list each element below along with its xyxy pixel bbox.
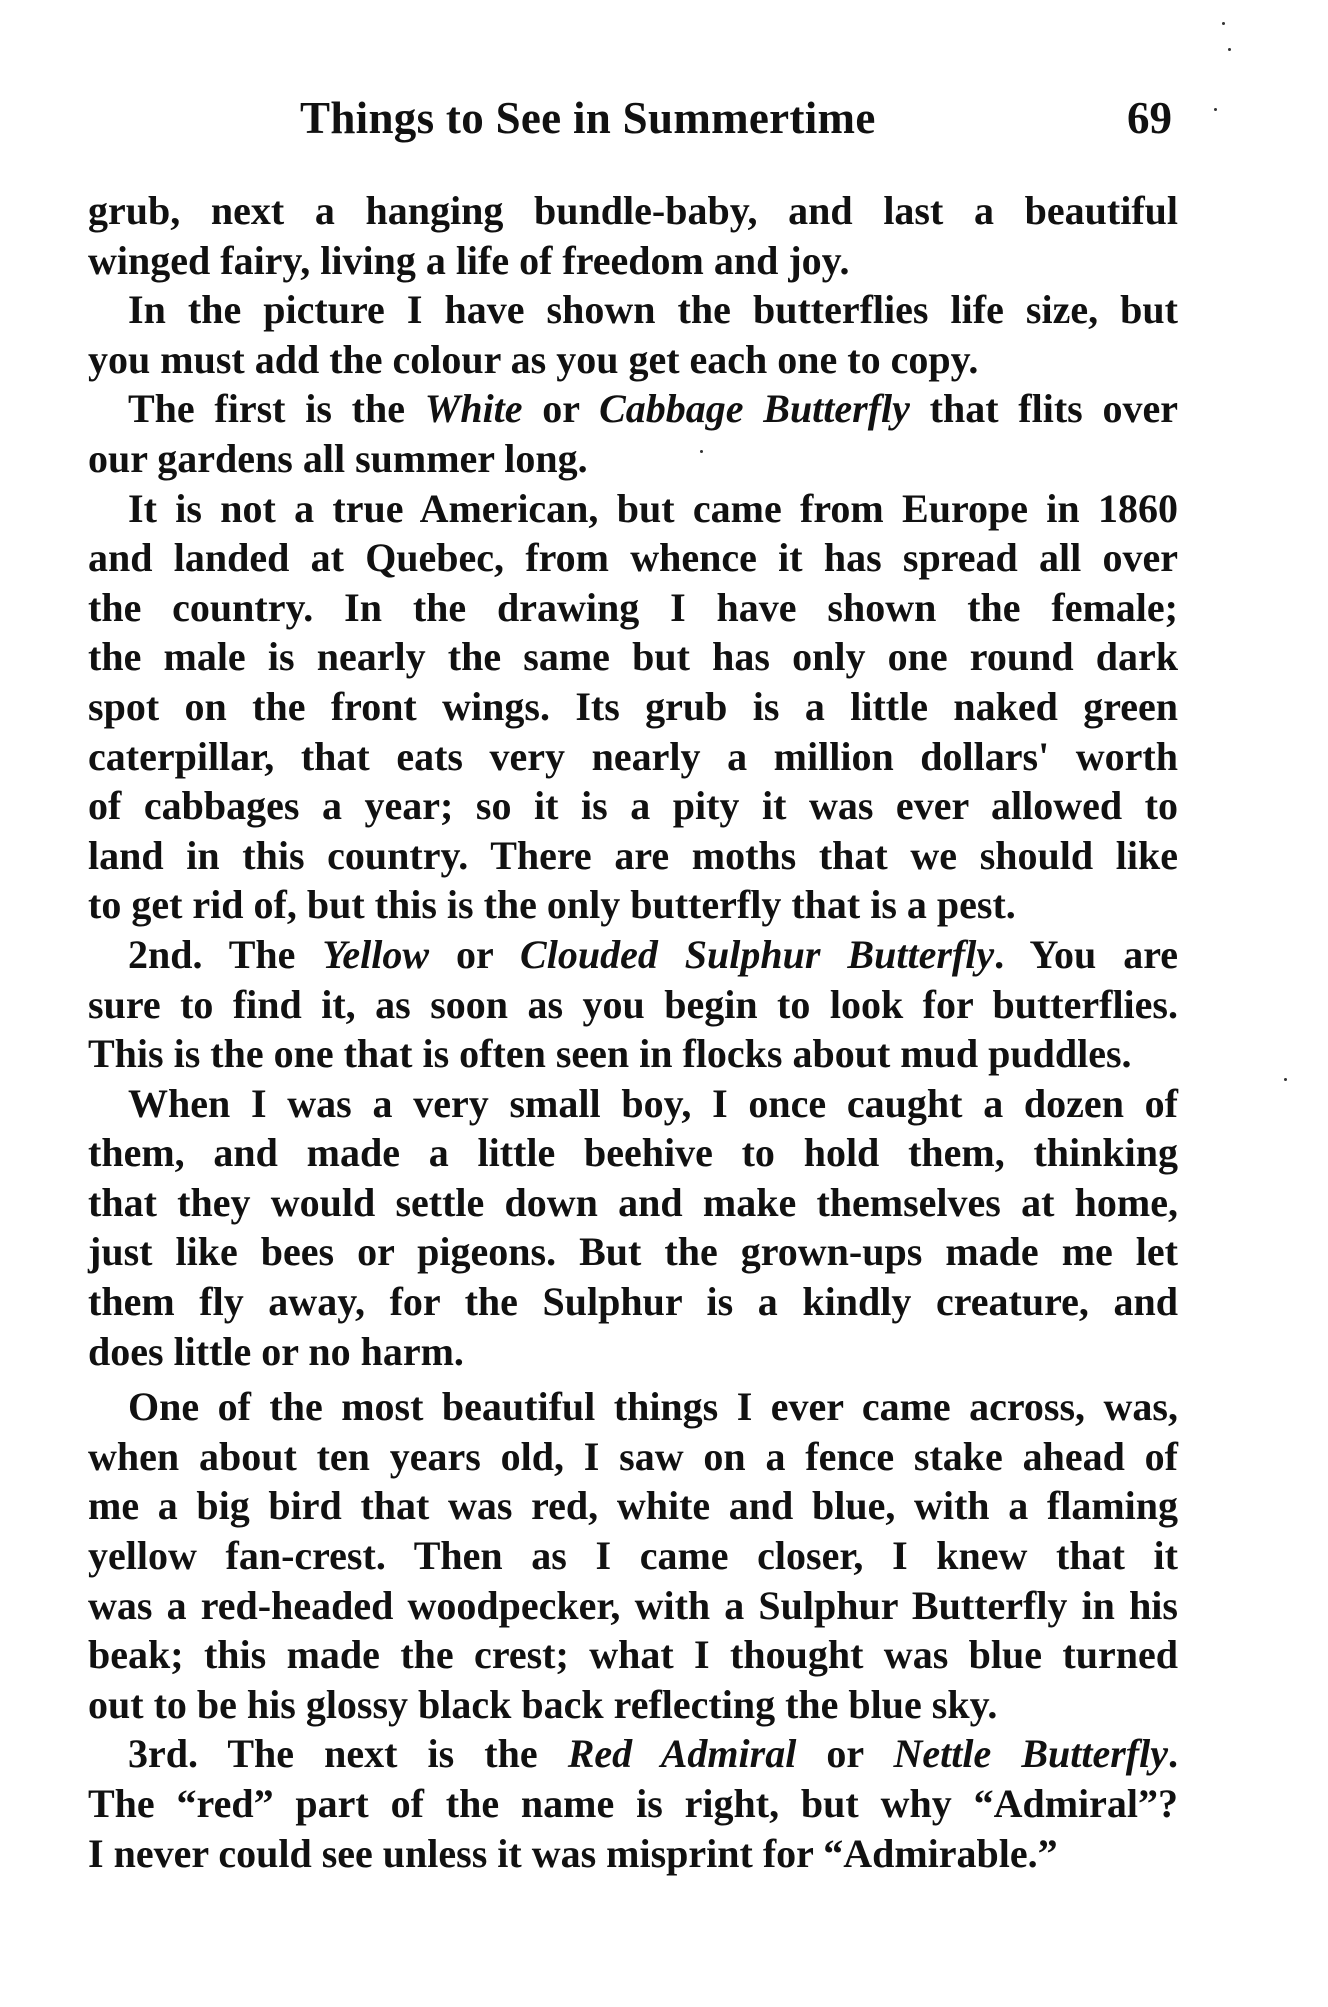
text-line: and landed at Quebec, from whence it has spread all over [88, 535, 1178, 581]
text-line [88, 1729, 1178, 1779]
text-line: One of the most beautiful things I ever came across, was, [128, 1384, 1178, 1430]
scan-speck [1284, 1078, 1287, 1081]
text-line: yellow fan-crest. Then as I came closer, I knew that it [88, 1533, 1178, 1579]
text-line: to get rid of, but this is the only butterfly that is a pest. [88, 882, 1016, 928]
text-line [88, 384, 1178, 434]
text-run: 3rd. The next is the [128, 1731, 568, 1777]
text-line: of cabbages a year; so it is a pity it was ever allowed to [88, 783, 1178, 829]
text-line: grub, next a hanging bundle-baby, and last a beautiful [88, 188, 1178, 233]
text-line: just like bees or pigeons. But the grown-ups made me let [88, 1229, 1178, 1275]
scan-speck [1228, 48, 1231, 51]
text-run: The first is the [128, 386, 425, 432]
text-line [88, 930, 1178, 980]
text-run: or [429, 931, 521, 977]
scan-speck [1222, 22, 1225, 25]
text-run: . [1168, 1731, 1178, 1777]
running-title: Things to See in Summertime [300, 93, 876, 143]
text-line: land in this country. There are moths that we should like [88, 832, 1178, 878]
text-run: or [522, 386, 600, 432]
text-line: was a red-headed woodpecker, with a Sulphur Butterfly in his [88, 1582, 1178, 1628]
text-line: them fly away, for the Sulphur is a kindly creature, and [88, 1279, 1178, 1325]
running-head [88, 92, 1178, 152]
scan-speck [1214, 108, 1217, 111]
text-line: sure to find it, as soon as you begin to look for butterflies. [88, 981, 1178, 1027]
text-line: winged fairy, living a life of freedom and joy. [88, 237, 850, 283]
text-line: When I was a very small boy, I once caught a dozen of [128, 1080, 1178, 1126]
text-line: when about ten years old, I saw on a fence stake ahead of [88, 1433, 1178, 1479]
italic-name: Clouded Sulphur Butterfly [520, 931, 995, 977]
text-line: It is not a true American, but came from Europe in 1860 [128, 485, 1178, 531]
text-line: The “red” part of the name is right, but why “Admiral”? [88, 1781, 1178, 1826]
text-line: out to be his glossy black back reflecting the blue sky. [88, 1681, 998, 1727]
text-run: . You are [994, 931, 1179, 977]
text-line: you must add the colour as you get each one to copy. [88, 336, 979, 382]
italic-name: Red Admiral [567, 1731, 797, 1777]
text-line: the country. In the drawing I have shown the female; [88, 584, 1178, 630]
text-line: that they would settle down and make themselves at home, [88, 1179, 1178, 1225]
page-number: 69 [1127, 93, 1172, 143]
text-line: In the picture I have shown the butterflies life size, but [128, 287, 1178, 333]
text-line: beak; this made the crest; what I thought was blue turned [88, 1632, 1178, 1678]
text-run: that flits over [909, 386, 1178, 432]
text-line: caterpillar, that eats very nearly a million dollars' worth [88, 733, 1178, 779]
text-run: or [796, 1731, 894, 1777]
text-line: This is the one that is often seen in flocks about mud puddles. [88, 1031, 1132, 1077]
text-line: spot on the front wings. Its grub is a little naked green [88, 683, 1178, 729]
text-line: our gardens all summer long. [88, 435, 588, 481]
text-line: does little or no harm. [88, 1328, 464, 1374]
scan-speck [700, 450, 703, 453]
italic-name: Nettle Butterfly [893, 1731, 1168, 1777]
italic-name: Cabbage Butterfly [599, 386, 910, 432]
italic-name: Yellow [322, 931, 430, 977]
text-run: 2nd. The [128, 931, 323, 977]
text-line: them, and made a little beehive to hold them, thinking [88, 1130, 1178, 1176]
italic-name: White [424, 386, 523, 432]
text-line: the male is nearly the same but has only one round dark [88, 634, 1178, 680]
text-line: me a big bird that was red, white and blue, with a flaming [88, 1483, 1178, 1529]
text-line: I never could see unless it was misprint for “Admirable.” [88, 1830, 1058, 1876]
body-text [88, 186, 1178, 1878]
